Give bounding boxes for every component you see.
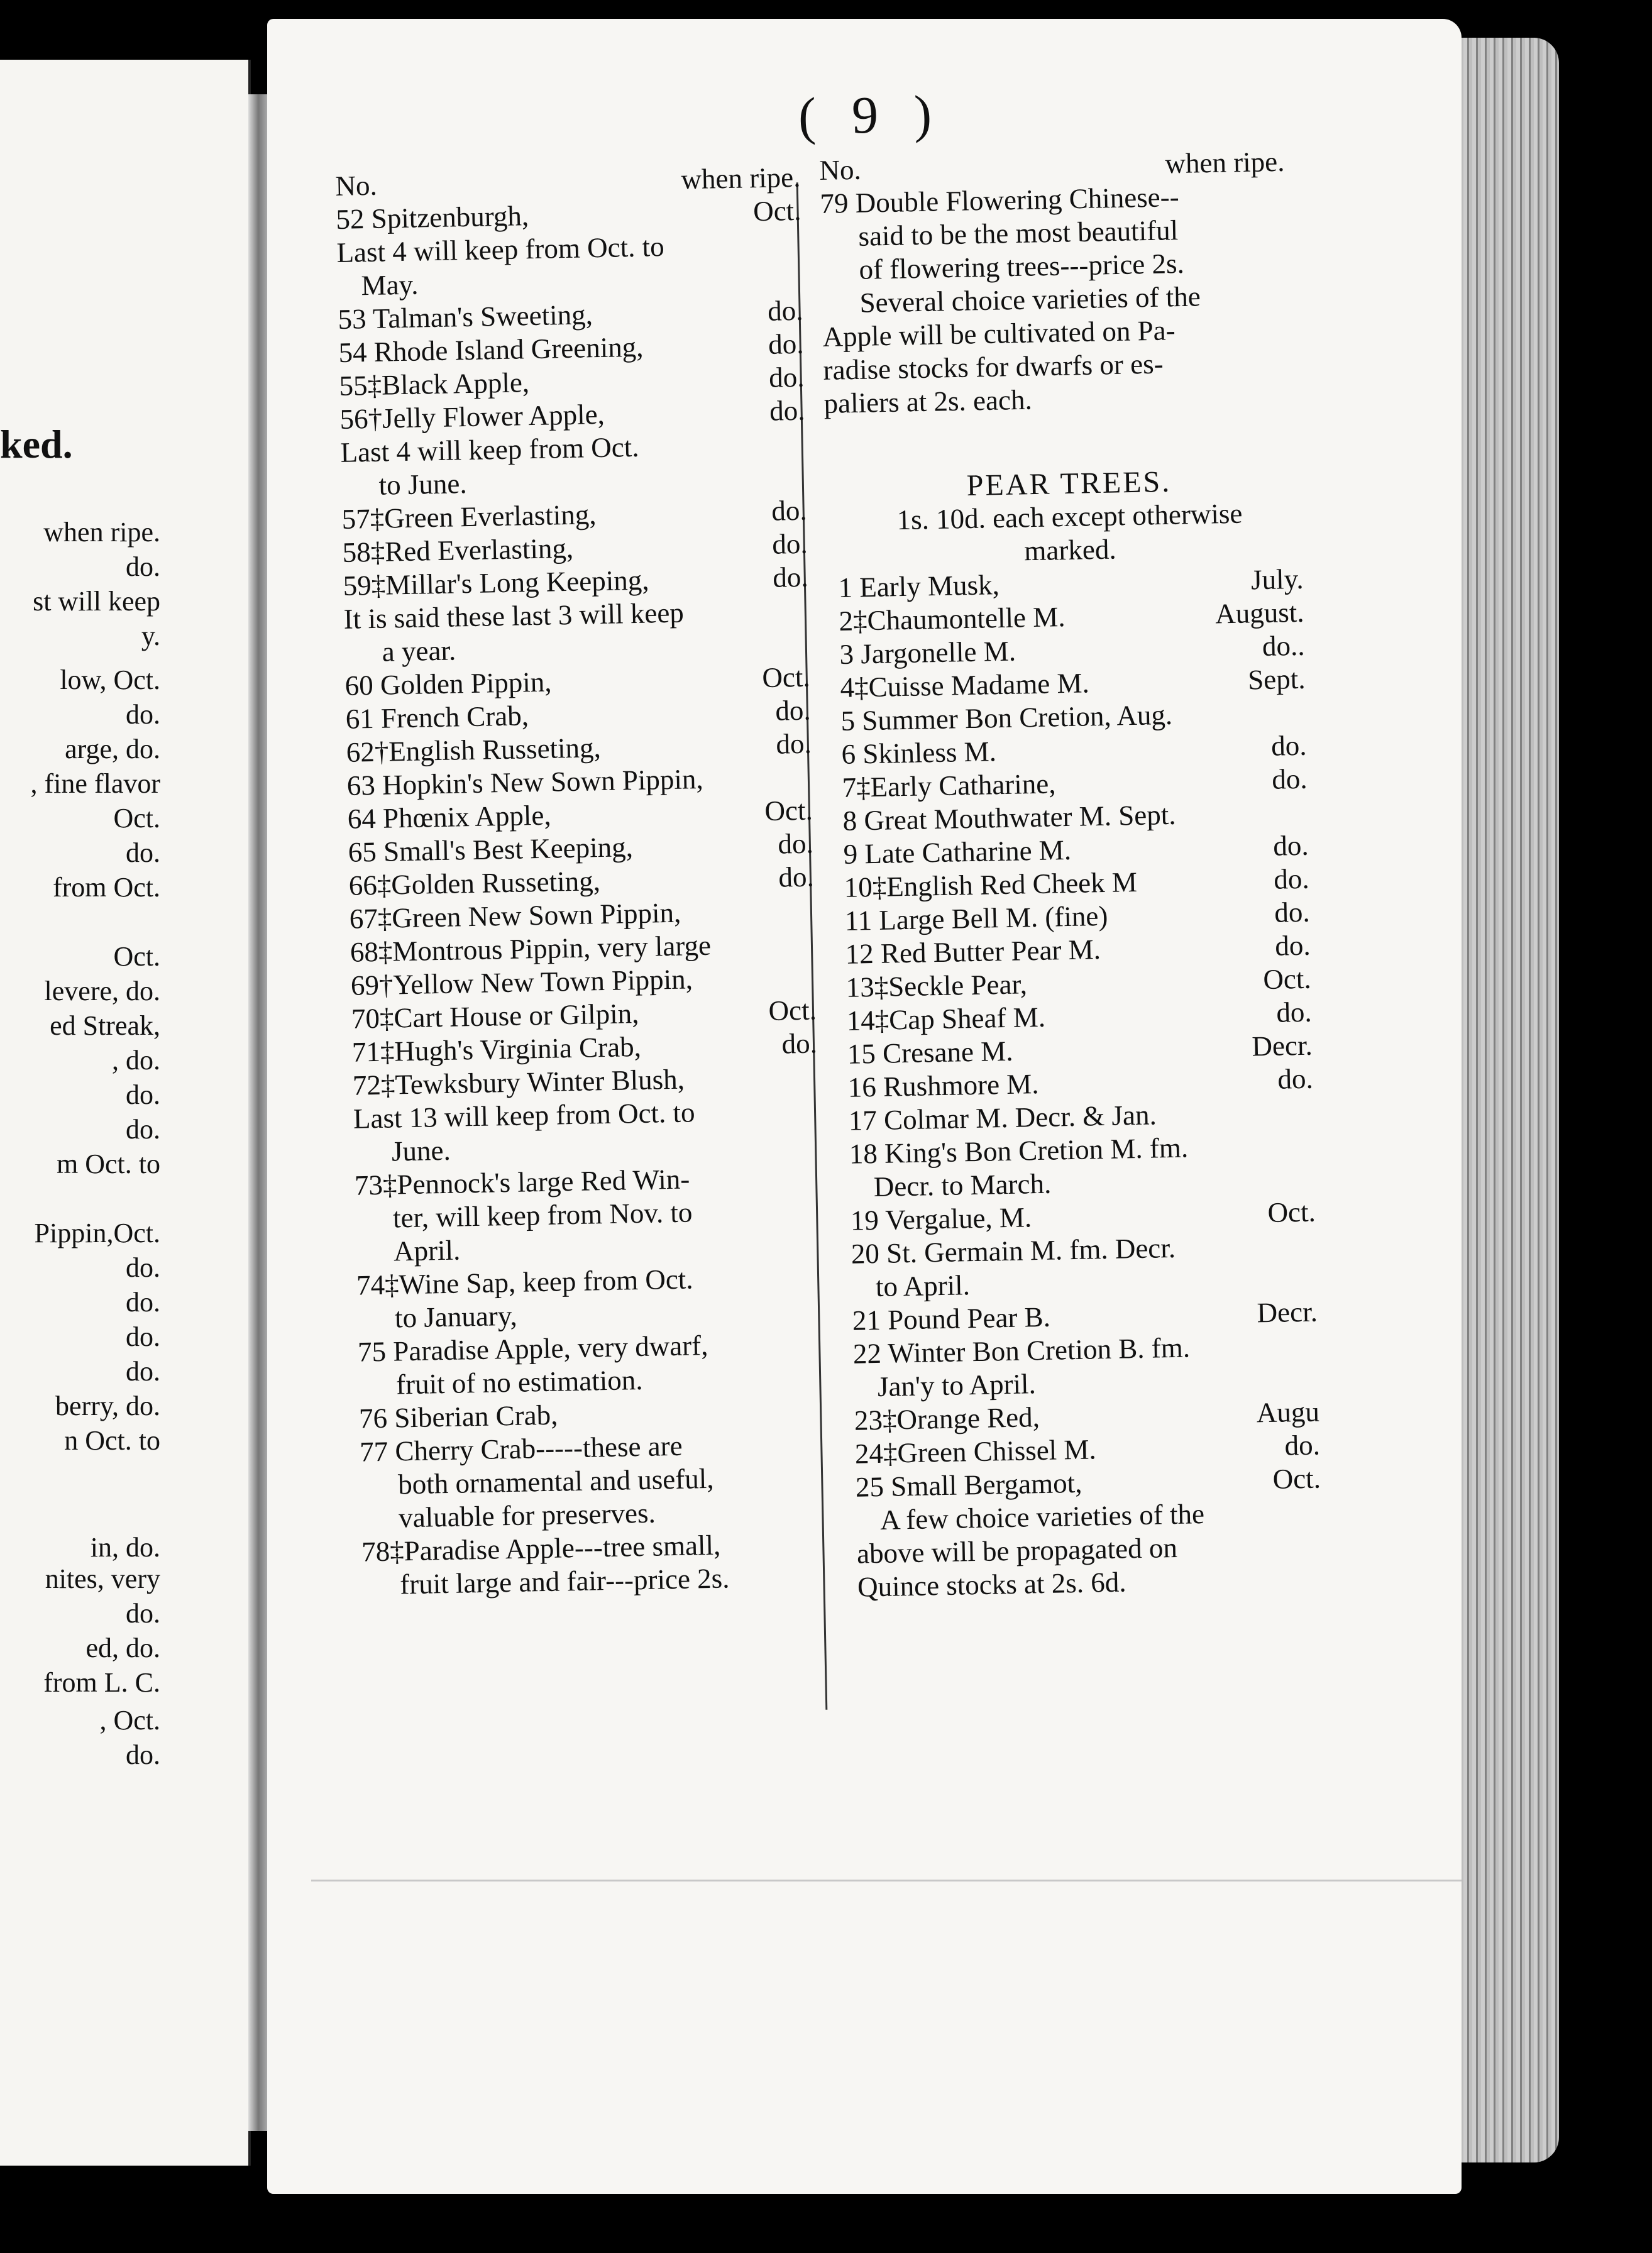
entry-text: 11 Large Bell M. (fine) bbox=[844, 900, 1108, 937]
entry-text: to April. bbox=[875, 1269, 971, 1303]
left-page-line: , Oct. bbox=[99, 1705, 160, 1736]
entry-text: 19 Vergalue, M. bbox=[850, 1201, 1032, 1237]
entry-text: paliers at 2s. each. bbox=[823, 383, 1033, 419]
entry-text: April. bbox=[393, 1234, 461, 1267]
entry-text: Several choice varieties of the bbox=[859, 280, 1201, 319]
no-header: No. bbox=[335, 169, 378, 202]
left-page-line: low, Oct. bbox=[60, 664, 160, 695]
entry-ripe: Decr. bbox=[1257, 1296, 1318, 1329]
entry-text: to June. bbox=[378, 468, 468, 501]
entry-text: May. bbox=[361, 268, 419, 302]
entry-text: Last 4 will keep from Oct. bbox=[340, 431, 639, 468]
entry-text: 52 Spitzenburgh, bbox=[336, 200, 529, 235]
left-page-line: n Oct. to bbox=[64, 1425, 160, 1456]
left-page-line: do. bbox=[126, 1739, 160, 1770]
left-page-line: st will keep bbox=[33, 586, 160, 617]
left-page-line: from L. C. bbox=[43, 1667, 160, 1698]
entry-text: 10‡English Red Cheek M bbox=[844, 866, 1138, 903]
pear-rows bbox=[838, 563, 1323, 1604]
entry-text: Quince stocks at 2s. 6d. bbox=[857, 1566, 1126, 1603]
left-page-line: do. bbox=[126, 837, 160, 868]
entry-text: 62†English Russeting, bbox=[346, 732, 602, 768]
entry-text: 74‡Wine Sap, keep from Oct. bbox=[356, 1263, 694, 1301]
entry-ripe: do. bbox=[769, 394, 805, 427]
entry-ripe: Oct. bbox=[768, 994, 817, 1027]
entry-text: 73‡Pennock's large Red Win- bbox=[354, 1163, 690, 1201]
entry-ripe: Oct. bbox=[752, 194, 801, 228]
right-column bbox=[819, 145, 1289, 421]
entry-text: 54 Rhode Island Greening, bbox=[338, 331, 644, 368]
left-page-line: do. bbox=[126, 1356, 160, 1387]
entry-ripe: Oct. bbox=[1267, 1196, 1316, 1229]
when-ripe-header-right: when ripe. bbox=[1164, 145, 1285, 180]
left-page-line: do. bbox=[126, 1598, 160, 1629]
entry-ripe: do. bbox=[775, 727, 812, 760]
entry-text: 70‡Cart House or Gilpin, bbox=[351, 997, 639, 1035]
left-page-line: ed, do. bbox=[85, 1633, 160, 1663]
entry-text: 65 Small's Best Keeping, bbox=[348, 831, 634, 868]
entry-text: above will be propagated on bbox=[856, 1531, 1178, 1570]
left-page-line: from Oct. bbox=[52, 872, 160, 903]
pear-section-title: PEAR TREES. bbox=[966, 465, 1172, 503]
left-page-line: y. bbox=[141, 620, 160, 651]
apple-rows bbox=[336, 194, 828, 1602]
page-edges bbox=[1446, 38, 1559, 2162]
entry-text: 63 Hopkin's New Sown Pippin, bbox=[346, 763, 704, 801]
entry-ripe: do. bbox=[777, 827, 814, 860]
entry-text: 5 Summer Bon Cretion, Aug. bbox=[840, 698, 1173, 737]
entry-text: 58‡Red Everlasting, bbox=[342, 532, 574, 568]
left-page-line: Oct. bbox=[113, 941, 160, 972]
entry-text: 61 French Crab, bbox=[345, 700, 529, 735]
entry-text: It is said these last 3 will keep bbox=[343, 597, 685, 635]
left-page-line: Oct. bbox=[113, 803, 160, 834]
left-page-heading: ked. bbox=[0, 422, 73, 466]
entry-text: 13‡Seckle Pear, bbox=[845, 968, 1028, 1003]
apple-column bbox=[335, 161, 828, 1602]
entry-text: 75 Paradise Apple, very dwarf, bbox=[357, 1329, 708, 1368]
left-page-line: when ripe. bbox=[43, 517, 160, 548]
entry-ripe: do. bbox=[1270, 729, 1307, 762]
entry-text: A few choice varieties of the bbox=[879, 1498, 1205, 1536]
entry-text: 59‡Millar's Long Keeping, bbox=[343, 564, 649, 602]
left-page-line: , do. bbox=[112, 1045, 160, 1076]
no-header-right: No. bbox=[819, 153, 862, 186]
left-page-line: arge, do. bbox=[65, 734, 160, 764]
entry-text: a year. bbox=[382, 634, 456, 668]
entry-text: 18 King's Bon Cretion M. fm. bbox=[849, 1132, 1189, 1170]
entry-text: Decr. to March. bbox=[873, 1167, 1052, 1203]
entry-text: 66‡Golden Russeting, bbox=[348, 865, 601, 901]
pear-section-subtitle: 1s. 10d. each except otherwise bbox=[896, 497, 1243, 536]
entry-text: 12 Red Butter Pear M. bbox=[845, 934, 1101, 970]
entry-text: both ornamental and useful, bbox=[397, 1462, 714, 1501]
left-page-line: do. bbox=[126, 699, 160, 730]
entry-text: 4‡Cuisse Madame M. bbox=[840, 667, 1090, 703]
left-page-line: do. bbox=[126, 1079, 160, 1110]
entry-text: June. bbox=[391, 1134, 451, 1167]
entry-text: to January, bbox=[394, 1299, 518, 1334]
entry-ripe: do. bbox=[781, 1027, 818, 1060]
entry-text: Jan'y to April. bbox=[877, 1368, 1037, 1402]
entry-ripe: Oct. bbox=[1272, 1462, 1321, 1495]
entry-ripe: Oct. bbox=[1262, 962, 1312, 996]
entry-text: 20 St. Germain M. fm. Decr. bbox=[851, 1231, 1176, 1270]
entry-text: 71‡Hugh's Virginia Crab, bbox=[351, 1030, 642, 1068]
entry-text: radise stocks for dwarfs or es- bbox=[823, 348, 1164, 386]
entry-text: Last 13 will keep from Oct. to bbox=[353, 1096, 696, 1135]
entry-text: 2‡Chaumontelle M. bbox=[839, 601, 1066, 637]
entry-ripe: Augu bbox=[1256, 1396, 1320, 1429]
entry-ripe: do. bbox=[771, 527, 808, 560]
entry-ripe: do. bbox=[1274, 929, 1311, 962]
right-page bbox=[267, 19, 1462, 2194]
entry-ripe: do. bbox=[1274, 896, 1311, 928]
entry-text: 25 Small Bergamot, bbox=[855, 1467, 1082, 1503]
left-page-line: in, do. bbox=[90, 1532, 160, 1563]
entry-text: 24‡Green Chissel M. bbox=[854, 1433, 1097, 1470]
entry-text: 55‡Black Apple, bbox=[339, 366, 530, 402]
entry-ripe: Sept. bbox=[1247, 663, 1306, 696]
left-page-line: do. bbox=[126, 551, 160, 582]
right-top-rows bbox=[820, 179, 1289, 421]
left-page-line: m Oct. to bbox=[57, 1149, 160, 1179]
entry-text: 69†Yellow New Town Pippin, bbox=[350, 963, 693, 1001]
entry-text: 56†Jelly Flower Apple, bbox=[339, 398, 605, 435]
entry-text: 23‡Orange Red, bbox=[854, 1401, 1040, 1436]
left-page-line: do. bbox=[126, 1321, 160, 1352]
entry-ripe: do.. bbox=[1262, 629, 1305, 663]
entry-ripe: do. bbox=[768, 361, 805, 394]
entry-text: 79 Double Flowering Chinese-- bbox=[820, 181, 1180, 219]
entry-ripe: do. bbox=[1275, 996, 1313, 1028]
entry-text: 16 Rushmore M. bbox=[847, 1067, 1039, 1103]
entry-text: 7‡Early Catharine, bbox=[842, 768, 1056, 803]
entry-ripe: Oct. bbox=[761, 661, 811, 694]
entry-text: 76 Siberian Crab, bbox=[358, 1399, 558, 1435]
left-page-line: nites, very bbox=[45, 1563, 160, 1594]
entry-text: ter, will keep from Nov. to bbox=[392, 1196, 693, 1234]
entry-text: 64 Phœnix Apple, bbox=[347, 799, 552, 835]
entry-text: 14‡Cap Sheaf M. bbox=[846, 1001, 1046, 1037]
entry-text: said to be the most beautiful bbox=[858, 214, 1179, 252]
entry-ripe: Decr. bbox=[1251, 1029, 1313, 1062]
entry-text: 9 Late Catharine M. bbox=[843, 834, 1072, 870]
entry-ripe: do. bbox=[774, 694, 812, 727]
pear-section bbox=[836, 463, 1323, 1604]
when-ripe-header: when ripe. bbox=[680, 161, 801, 196]
left-page-line: do. bbox=[126, 1287, 160, 1318]
entry-text: 22 Winter Bon Cretion B. fm. bbox=[852, 1331, 1191, 1370]
left-page-line: , fine flavor bbox=[30, 768, 160, 799]
entry-ripe: do. bbox=[767, 294, 803, 327]
entry-text: 21 Pound Pear B. bbox=[852, 1301, 1051, 1336]
entry-text: 1 Early Musk, bbox=[838, 569, 1000, 603]
entry-text: fruit of no estimation. bbox=[395, 1363, 643, 1401]
left-page-line: do. bbox=[126, 1252, 160, 1283]
entry-text: fruit large and fair---price 2s. bbox=[399, 1562, 730, 1600]
entry-text: 60 Golden Pippin, bbox=[344, 666, 552, 702]
entry-text: Last 4 will keep from Oct. to bbox=[336, 230, 665, 268]
entry-ripe: do. bbox=[1284, 1429, 1321, 1462]
entry-ripe: Oct. bbox=[764, 794, 813, 827]
entry-ripe: do. bbox=[771, 494, 808, 527]
entry-ripe: do. bbox=[1271, 763, 1308, 795]
entry-text: 57‡Green Everlasting, bbox=[341, 499, 597, 535]
entry-text: 68‡Montrous Pippin, very large bbox=[350, 929, 712, 968]
entry-text: 67‡Green New Sown Pippin, bbox=[349, 896, 681, 935]
entry-text: 8 Great Mouthwater M. Sept. bbox=[842, 798, 1176, 837]
entry-text: of flowering trees---price 2s. bbox=[859, 247, 1185, 285]
entry-ripe: do. bbox=[768, 328, 804, 360]
entry-ripe: do. bbox=[772, 561, 809, 593]
entry-ripe: July. bbox=[1250, 563, 1304, 596]
left-page-line: levere, do. bbox=[44, 976, 160, 1006]
entry-text: valuable for preserves. bbox=[398, 1497, 656, 1534]
entry-text: 78‡Paradise Apple---tree small, bbox=[361, 1529, 721, 1568]
entry-text: Apple will be cultivated on Pa- bbox=[822, 314, 1176, 353]
entry-text: 3 Jargonelle M. bbox=[839, 635, 1016, 670]
entry-text: 53 Talman's Sweeting, bbox=[338, 299, 593, 335]
entry-text: 17 Colmar M. Decr. & Jan. bbox=[848, 1099, 1157, 1137]
entry-text: 15 Cresane M. bbox=[847, 1035, 1013, 1070]
left-page-line: Pippin,Oct. bbox=[34, 1218, 160, 1248]
entry-ripe: do. bbox=[1273, 862, 1310, 895]
left-page bbox=[0, 60, 251, 2166]
page-number: ( 9 ) bbox=[798, 85, 944, 146]
entry-ripe: do. bbox=[1272, 829, 1309, 862]
left-page-line: berry, do. bbox=[55, 1391, 160, 1421]
entry-ripe: do. bbox=[778, 861, 815, 893]
left-page-line: do. bbox=[126, 1114, 160, 1145]
pear-section-subtitle-2: marked. bbox=[1023, 533, 1117, 567]
entry-text: 77 Cherry Crab-----these are bbox=[359, 1429, 683, 1468]
entry-text: 6 Skinless M. bbox=[841, 735, 997, 770]
entry-text: 72‡Tewksbury Winter Blush, bbox=[352, 1063, 685, 1101]
entry-ripe: do. bbox=[1277, 1062, 1314, 1095]
left-page-line: ed Streak, bbox=[50, 1010, 160, 1041]
entry-ripe: August. bbox=[1214, 596, 1304, 630]
